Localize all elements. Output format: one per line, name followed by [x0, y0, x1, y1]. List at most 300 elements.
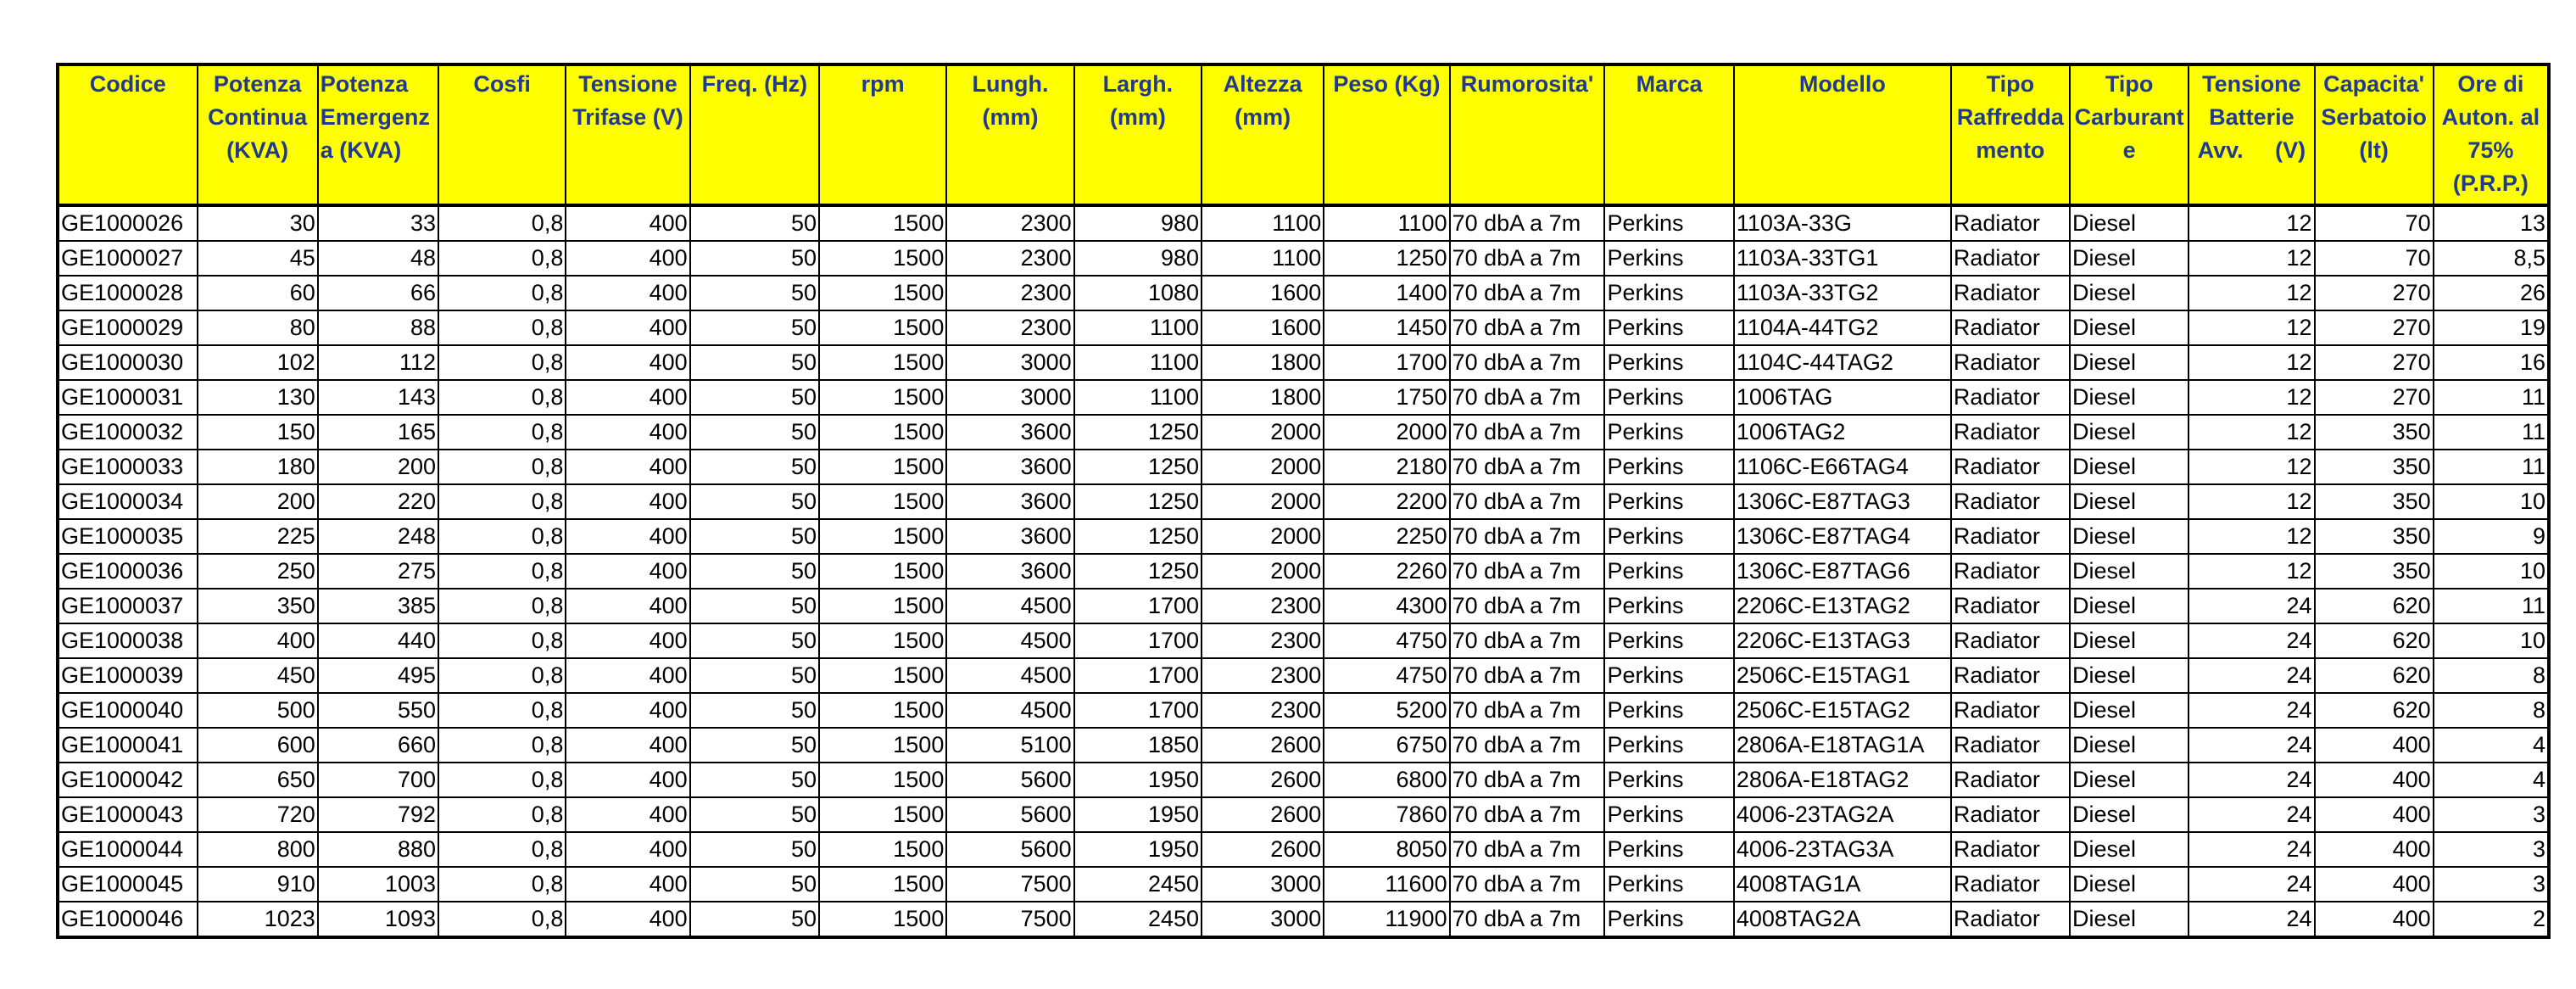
cell-capacita-serbatoio: 400 — [2315, 728, 2434, 763]
cell-potenza-continua: 30 — [198, 205, 318, 241]
cell-cosfi: 0,8 — [438, 797, 566, 832]
cell-capacita-serbatoio: 270 — [2315, 345, 2434, 380]
table-row — [58, 902, 2549, 937]
cell-codice: GE1000031 — [58, 380, 198, 415]
table-row — [58, 763, 2549, 797]
cell-potenza-emergenza: 1003 — [318, 867, 438, 902]
cell-larghezza: 1250 — [1074, 484, 1202, 519]
cell-modello: 2206C-E13TAG3 — [1734, 623, 1951, 658]
cell-peso: 1250 — [1324, 241, 1449, 276]
cell-altezza: 2300 — [1202, 623, 1324, 658]
cell-rumorosita: 70 dbA a 7m — [1450, 380, 1605, 415]
cell-marca: Perkins — [1604, 415, 1733, 450]
cell-potenza-continua: 450 — [198, 658, 318, 693]
cell-frequenza: 50 — [690, 867, 819, 902]
cell-altezza: 1100 — [1202, 205, 1324, 241]
cell-altezza: 2600 — [1202, 728, 1324, 763]
cell-frequenza: 50 — [690, 589, 819, 623]
cell-marca: Perkins — [1604, 519, 1733, 554]
cell-modello: 1106C-E66TAG4 — [1734, 450, 1951, 484]
cell-cosfi: 0,8 — [438, 832, 566, 867]
cell-tipo-raffreddamento: Radiator — [1951, 519, 2070, 554]
table-row — [58, 241, 2549, 276]
cell-codice: GE1000033 — [58, 450, 198, 484]
cell-tensione-batterie: 12 — [2188, 519, 2314, 554]
cell-rumorosita: 70 dbA a 7m — [1450, 450, 1605, 484]
cell-frequenza: 50 — [690, 310, 819, 345]
cell-tipo-carburante: Diesel — [2070, 519, 2188, 554]
cell-codice: GE1000038 — [58, 623, 198, 658]
cell-tensione-batterie: 12 — [2188, 205, 2314, 241]
cell-cosfi: 0,8 — [438, 241, 566, 276]
cell-lunghezza: 3600 — [946, 450, 1073, 484]
cell-frequenza: 50 — [690, 205, 819, 241]
cell-tipo-raffreddamento: Radiator — [1951, 310, 2070, 345]
cell-ore-autonomia: 13 — [2434, 205, 2549, 241]
cell-tipo-raffreddamento: Radiator — [1951, 728, 2070, 763]
cell-rumorosita: 70 dbA a 7m — [1450, 658, 1605, 693]
cell-larghezza: 1850 — [1074, 728, 1202, 763]
cell-tipo-carburante: Diesel — [2070, 867, 2188, 902]
table-row — [58, 450, 2549, 484]
cell-potenza-continua: 650 — [198, 763, 318, 797]
cell-potenza-continua: 150 — [198, 415, 318, 450]
cell-capacita-serbatoio: 400 — [2315, 832, 2434, 867]
cell-codice: GE1000026 — [58, 205, 198, 241]
cell-potenza-continua: 130 — [198, 380, 318, 415]
cell-potenza-emergenza: 275 — [318, 554, 438, 589]
cell-lunghezza: 4500 — [946, 693, 1073, 728]
cell-ore-autonomia: 4 — [2434, 763, 2549, 797]
cell-potenza-continua: 180 — [198, 450, 318, 484]
col-header-altezza: Altezza (mm) — [1202, 64, 1324, 205]
cell-potenza-continua: 1023 — [198, 902, 318, 937]
cell-frequenza: 50 — [690, 797, 819, 832]
cell-peso: 4750 — [1324, 658, 1449, 693]
cell-tipo-raffreddamento: Radiator — [1951, 832, 2070, 867]
cell-rpm: 1500 — [819, 728, 946, 763]
cell-capacita-serbatoio: 400 — [2315, 763, 2434, 797]
table-row — [58, 205, 2549, 241]
cell-codice: GE1000042 — [58, 763, 198, 797]
cell-tensione-trifase: 400 — [566, 693, 689, 728]
cell-modello: 2806A-E18TAG1A — [1734, 728, 1951, 763]
cell-lunghezza: 3600 — [946, 484, 1073, 519]
cell-potenza-emergenza: 88 — [318, 310, 438, 345]
cell-peso: 4750 — [1324, 623, 1449, 658]
cell-lunghezza: 2300 — [946, 241, 1073, 276]
cell-altezza: 1100 — [1202, 241, 1324, 276]
cell-modello: 1103A-33G — [1734, 205, 1951, 241]
cell-capacita-serbatoio: 70 — [2315, 241, 2434, 276]
cell-rpm: 1500 — [819, 763, 946, 797]
col-header-codice: Codice — [58, 64, 198, 205]
cell-ore-autonomia: 9 — [2434, 519, 2549, 554]
cell-lunghezza: 7500 — [946, 867, 1073, 902]
cell-rpm: 1500 — [819, 589, 946, 623]
cell-marca: Perkins — [1604, 728, 1733, 763]
cell-rumorosita: 70 dbA a 7m — [1450, 484, 1605, 519]
cell-codice: GE1000037 — [58, 589, 198, 623]
cell-tensione-batterie: 12 — [2188, 380, 2314, 415]
cell-codice: GE1000030 — [58, 345, 198, 380]
cell-rpm: 1500 — [819, 484, 946, 519]
cell-tipo-carburante: Diesel — [2070, 763, 2188, 797]
cell-tipo-raffreddamento: Radiator — [1951, 484, 2070, 519]
cell-cosfi: 0,8 — [438, 310, 566, 345]
cell-cosfi: 0,8 — [438, 623, 566, 658]
cell-altezza: 2300 — [1202, 658, 1324, 693]
col-header-tensione-trifase: Tensione Trifase (V) — [566, 64, 689, 205]
table-row — [58, 519, 2549, 554]
cell-capacita-serbatoio: 350 — [2315, 554, 2434, 589]
cell-frequenza: 50 — [690, 554, 819, 589]
cell-capacita-serbatoio: 620 — [2315, 658, 2434, 693]
cell-lunghezza: 3600 — [946, 554, 1073, 589]
cell-cosfi: 0,8 — [438, 728, 566, 763]
cell-marca: Perkins — [1604, 902, 1733, 937]
cell-tipo-carburante: Diesel — [2070, 450, 2188, 484]
cell-capacita-serbatoio: 620 — [2315, 589, 2434, 623]
cell-potenza-continua: 45 — [198, 241, 318, 276]
cell-modello: 1103A-33TG1 — [1734, 241, 1951, 276]
cell-ore-autonomia: 11 — [2434, 380, 2549, 415]
cell-lunghezza: 4500 — [946, 623, 1073, 658]
cell-tensione-trifase: 400 — [566, 728, 689, 763]
cell-modello: 2506C-E15TAG2 — [1734, 693, 1951, 728]
cell-marca: Perkins — [1604, 276, 1733, 310]
cell-tensione-batterie: 24 — [2188, 623, 2314, 658]
cell-marca: Perkins — [1604, 310, 1733, 345]
col-header-frequenza: Freq. (Hz) — [690, 64, 819, 205]
cell-altezza: 1600 — [1202, 276, 1324, 310]
cell-potenza-continua: 910 — [198, 867, 318, 902]
table-row — [58, 554, 2549, 589]
table-row — [58, 832, 2549, 867]
cell-tipo-carburante: Diesel — [2070, 484, 2188, 519]
cell-modello: 1104A-44TG2 — [1734, 310, 1951, 345]
cell-tensione-trifase: 400 — [566, 589, 689, 623]
col-header-peso: Peso (Kg) — [1324, 64, 1449, 205]
cell-altezza: 2000 — [1202, 554, 1324, 589]
cell-potenza-emergenza: 112 — [318, 345, 438, 380]
cell-tensione-batterie: 24 — [2188, 797, 2314, 832]
cell-tipo-raffreddamento: Radiator — [1951, 450, 2070, 484]
cell-capacita-serbatoio: 400 — [2315, 797, 2434, 832]
cell-potenza-continua: 600 — [198, 728, 318, 763]
cell-rpm: 1500 — [819, 658, 946, 693]
cell-potenza-emergenza: 143 — [318, 380, 438, 415]
cell-rpm: 1500 — [819, 380, 946, 415]
col-header-rumorosita: Rumorosita' — [1450, 64, 1605, 205]
col-header-lunghezza: Lungh. (mm) — [946, 64, 1073, 205]
cell-potenza-emergenza: 385 — [318, 589, 438, 623]
cell-capacita-serbatoio: 270 — [2315, 380, 2434, 415]
cell-frequenza: 50 — [690, 693, 819, 728]
cell-potenza-continua: 250 — [198, 554, 318, 589]
cell-codice: GE1000046 — [58, 902, 198, 937]
cell-larghezza: 1100 — [1074, 310, 1202, 345]
col-header-tipo-carburante: Tipo Carburant e — [2070, 64, 2188, 205]
cell-marca: Perkins — [1604, 658, 1733, 693]
cell-modello: 1104C-44TAG2 — [1734, 345, 1951, 380]
cell-tensione-trifase: 400 — [566, 276, 689, 310]
cell-ore-autonomia: 11 — [2434, 450, 2549, 484]
cell-tensione-trifase: 400 — [566, 484, 689, 519]
cell-lunghezza: 2300 — [946, 310, 1073, 345]
cell-rumorosita: 70 dbA a 7m — [1450, 763, 1605, 797]
cell-capacita-serbatoio: 400 — [2315, 902, 2434, 937]
cell-cosfi: 0,8 — [438, 658, 566, 693]
cell-altezza: 2000 — [1202, 484, 1324, 519]
cell-rpm: 1500 — [819, 241, 946, 276]
cell-frequenza: 50 — [690, 728, 819, 763]
cell-larghezza: 1100 — [1074, 380, 1202, 415]
cell-frequenza: 50 — [690, 345, 819, 380]
cell-codice: GE1000036 — [58, 554, 198, 589]
cell-modello: 2806A-E18TAG2 — [1734, 763, 1951, 797]
cell-rumorosita: 70 dbA a 7m — [1450, 832, 1605, 867]
cell-tensione-batterie: 12 — [2188, 554, 2314, 589]
cell-rumorosita: 70 dbA a 7m — [1450, 728, 1605, 763]
cell-larghezza: 1250 — [1074, 415, 1202, 450]
cell-codice: GE1000029 — [58, 310, 198, 345]
cell-tensione-batterie: 24 — [2188, 693, 2314, 728]
cell-potenza-continua: 80 — [198, 310, 318, 345]
cell-ore-autonomia: 10 — [2434, 484, 2549, 519]
col-header-potenza-emergenza: Potenza Emergenz a (KVA) — [318, 64, 438, 205]
cell-tensione-trifase: 400 — [566, 205, 689, 241]
cell-marca: Perkins — [1604, 693, 1733, 728]
cell-tensione-batterie: 12 — [2188, 415, 2314, 450]
cell-larghezza: 2450 — [1074, 902, 1202, 937]
cell-tensione-trifase: 400 — [566, 450, 689, 484]
cell-codice: GE1000041 — [58, 728, 198, 763]
cell-tensione-batterie: 24 — [2188, 763, 2314, 797]
cell-tipo-raffreddamento: Radiator — [1951, 763, 2070, 797]
cell-marca: Perkins — [1604, 867, 1733, 902]
cell-potenza-emergenza: 1093 — [318, 902, 438, 937]
cell-frequenza: 50 — [690, 519, 819, 554]
cell-altezza: 2000 — [1202, 450, 1324, 484]
cell-potenza-emergenza: 660 — [318, 728, 438, 763]
cell-tipo-raffreddamento: Radiator — [1951, 241, 2070, 276]
cell-altezza: 2600 — [1202, 763, 1324, 797]
cell-marca: Perkins — [1604, 484, 1733, 519]
cell-potenza-emergenza: 220 — [318, 484, 438, 519]
cell-rumorosita: 70 dbA a 7m — [1450, 797, 1605, 832]
cell-tipo-raffreddamento: Radiator — [1951, 345, 2070, 380]
cell-ore-autonomia: 11 — [2434, 415, 2549, 450]
cell-marca: Perkins — [1604, 345, 1733, 380]
cell-tipo-raffreddamento: Radiator — [1951, 554, 2070, 589]
cell-peso: 1100 — [1324, 205, 1449, 241]
cell-altezza: 2000 — [1202, 519, 1324, 554]
cell-tipo-carburante: Diesel — [2070, 728, 2188, 763]
table-row — [58, 345, 2549, 380]
table-row — [58, 589, 2549, 623]
cell-ore-autonomia: 26 — [2434, 276, 2549, 310]
cell-tipo-carburante: Diesel — [2070, 241, 2188, 276]
generator-spec-table — [56, 63, 2551, 939]
cell-tipo-carburante: Diesel — [2070, 797, 2188, 832]
cell-tipo-carburante: Diesel — [2070, 345, 2188, 380]
cell-lunghezza: 4500 — [946, 589, 1073, 623]
cell-rumorosita: 70 dbA a 7m — [1450, 902, 1605, 937]
cell-rumorosita: 70 dbA a 7m — [1450, 519, 1605, 554]
cell-tipo-raffreddamento: Radiator — [1951, 902, 2070, 937]
cell-rumorosita: 70 dbA a 7m — [1450, 345, 1605, 380]
cell-rpm: 1500 — [819, 867, 946, 902]
cell-potenza-emergenza: 495 — [318, 658, 438, 693]
cell-cosfi: 0,8 — [438, 693, 566, 728]
cell-rumorosita: 70 dbA a 7m — [1450, 310, 1605, 345]
cell-capacita-serbatoio: 350 — [2315, 415, 2434, 450]
cell-larghezza: 980 — [1074, 241, 1202, 276]
cell-tensione-batterie: 12 — [2188, 450, 2314, 484]
cell-altezza: 3000 — [1202, 902, 1324, 937]
cell-larghezza: 1080 — [1074, 276, 1202, 310]
col-header-rpm: rpm — [819, 64, 946, 205]
cell-potenza-emergenza: 792 — [318, 797, 438, 832]
cell-ore-autonomia: 3 — [2434, 832, 2549, 867]
cell-tensione-trifase: 400 — [566, 310, 689, 345]
cell-larghezza: 1700 — [1074, 589, 1202, 623]
cell-larghezza: 1700 — [1074, 623, 1202, 658]
cell-tensione-batterie: 24 — [2188, 832, 2314, 867]
cell-marca: Perkins — [1604, 554, 1733, 589]
cell-rpm: 1500 — [819, 276, 946, 310]
header-row — [58, 64, 2549, 205]
cell-modello: 4008TAG1A — [1734, 867, 1951, 902]
col-header-ore-autonomia: Ore di Auton. al 75% (P.R.P.) — [2434, 64, 2549, 205]
cell-ore-autonomia: 11 — [2434, 589, 2549, 623]
cell-marca: Perkins — [1604, 589, 1733, 623]
cell-rpm: 1500 — [819, 693, 946, 728]
cell-tensione-batterie: 24 — [2188, 589, 2314, 623]
cell-modello: 1306C-E87TAG4 — [1734, 519, 1951, 554]
cell-marca: Perkins — [1604, 763, 1733, 797]
col-header-tensione-batterie: Tensione Batterie Avv. (V) — [2188, 64, 2314, 205]
cell-lunghezza: 5600 — [946, 797, 1073, 832]
cell-rumorosita: 70 dbA a 7m — [1450, 693, 1605, 728]
cell-rumorosita: 70 dbA a 7m — [1450, 589, 1605, 623]
cell-capacita-serbatoio: 350 — [2315, 450, 2434, 484]
cell-tensione-trifase: 400 — [566, 623, 689, 658]
cell-cosfi: 0,8 — [438, 450, 566, 484]
cell-potenza-continua: 350 — [198, 589, 318, 623]
cell-frequenza: 50 — [690, 623, 819, 658]
cell-peso: 11900 — [1324, 902, 1449, 937]
table-row — [58, 728, 2549, 763]
cell-tensione-batterie: 12 — [2188, 276, 2314, 310]
cell-larghezza: 1250 — [1074, 450, 1202, 484]
table-row — [58, 380, 2549, 415]
cell-tipo-carburante: Diesel — [2070, 276, 2188, 310]
cell-modello: 4008TAG2A — [1734, 902, 1951, 937]
cell-capacita-serbatoio: 620 — [2315, 623, 2434, 658]
cell-ore-autonomia: 8,5 — [2434, 241, 2549, 276]
cell-capacita-serbatoio: 350 — [2315, 484, 2434, 519]
cell-rumorosita: 70 dbA a 7m — [1450, 554, 1605, 589]
table-header — [58, 64, 2549, 205]
cell-modello: 4006-23TAG2A — [1734, 797, 1951, 832]
cell-potenza-emergenza: 165 — [318, 415, 438, 450]
col-header-potenza-continua: Potenza Continua (KVA) — [198, 64, 318, 205]
cell-frequenza: 50 — [690, 450, 819, 484]
cell-ore-autonomia: 8 — [2434, 693, 2549, 728]
cell-tensione-batterie: 12 — [2188, 345, 2314, 380]
cell-tensione-batterie: 12 — [2188, 241, 2314, 276]
cell-frequenza: 50 — [690, 832, 819, 867]
cell-tensione-trifase: 400 — [566, 345, 689, 380]
cell-tensione-batterie: 24 — [2188, 728, 2314, 763]
cell-modello: 2206C-E13TAG2 — [1734, 589, 1951, 623]
cell-ore-autonomia: 19 — [2434, 310, 2549, 345]
cell-tipo-raffreddamento: Radiator — [1951, 589, 2070, 623]
cell-potenza-emergenza: 48 — [318, 241, 438, 276]
cell-potenza-continua: 225 — [198, 519, 318, 554]
table-row — [58, 415, 2549, 450]
cell-capacita-serbatoio: 350 — [2315, 519, 2434, 554]
cell-rumorosita: 70 dbA a 7m — [1450, 205, 1605, 241]
cell-peso: 2260 — [1324, 554, 1449, 589]
cell-cosfi: 0,8 — [438, 380, 566, 415]
cell-tipo-raffreddamento: Radiator — [1951, 623, 2070, 658]
cell-tipo-raffreddamento: Radiator — [1951, 205, 2070, 241]
cell-frequenza: 50 — [690, 484, 819, 519]
cell-potenza-continua: 60 — [198, 276, 318, 310]
cell-tipo-raffreddamento: Radiator — [1951, 276, 2070, 310]
cell-rpm: 1500 — [819, 554, 946, 589]
cell-tensione-trifase: 400 — [566, 658, 689, 693]
cell-codice: GE1000027 — [58, 241, 198, 276]
cell-rpm: 1500 — [819, 623, 946, 658]
cell-potenza-emergenza: 700 — [318, 763, 438, 797]
cell-rpm: 1500 — [819, 415, 946, 450]
cell-tipo-raffreddamento: Radiator — [1951, 693, 2070, 728]
cell-frequenza: 50 — [690, 902, 819, 937]
cell-tensione-trifase: 400 — [566, 797, 689, 832]
cell-marca: Perkins — [1604, 623, 1733, 658]
cell-rpm: 1500 — [819, 519, 946, 554]
cell-frequenza: 50 — [690, 241, 819, 276]
cell-tensione-trifase: 400 — [566, 415, 689, 450]
cell-capacita-serbatoio: 400 — [2315, 867, 2434, 902]
cell-codice: GE1000045 — [58, 867, 198, 902]
cell-altezza: 1800 — [1202, 380, 1324, 415]
cell-cosfi: 0,8 — [438, 205, 566, 241]
cell-tipo-carburante: Diesel — [2070, 902, 2188, 937]
cell-marca: Perkins — [1604, 450, 1733, 484]
cell-ore-autonomia: 10 — [2434, 554, 2549, 589]
cell-tensione-trifase: 400 — [566, 867, 689, 902]
cell-cosfi: 0,8 — [438, 902, 566, 937]
cell-tipo-carburante: Diesel — [2070, 415, 2188, 450]
cell-lunghezza: 3600 — [946, 519, 1073, 554]
cell-peso: 1400 — [1324, 276, 1449, 310]
cell-cosfi: 0,8 — [438, 345, 566, 380]
cell-rpm: 1500 — [819, 832, 946, 867]
cell-rumorosita: 70 dbA a 7m — [1450, 276, 1605, 310]
cell-capacita-serbatoio: 620 — [2315, 693, 2434, 728]
cell-rpm: 1500 — [819, 310, 946, 345]
cell-tensione-trifase: 400 — [566, 519, 689, 554]
cell-tipo-carburante: Diesel — [2070, 205, 2188, 241]
cell-rpm: 1500 — [819, 797, 946, 832]
cell-tensione-trifase: 400 — [566, 380, 689, 415]
cell-cosfi: 0,8 — [438, 763, 566, 797]
